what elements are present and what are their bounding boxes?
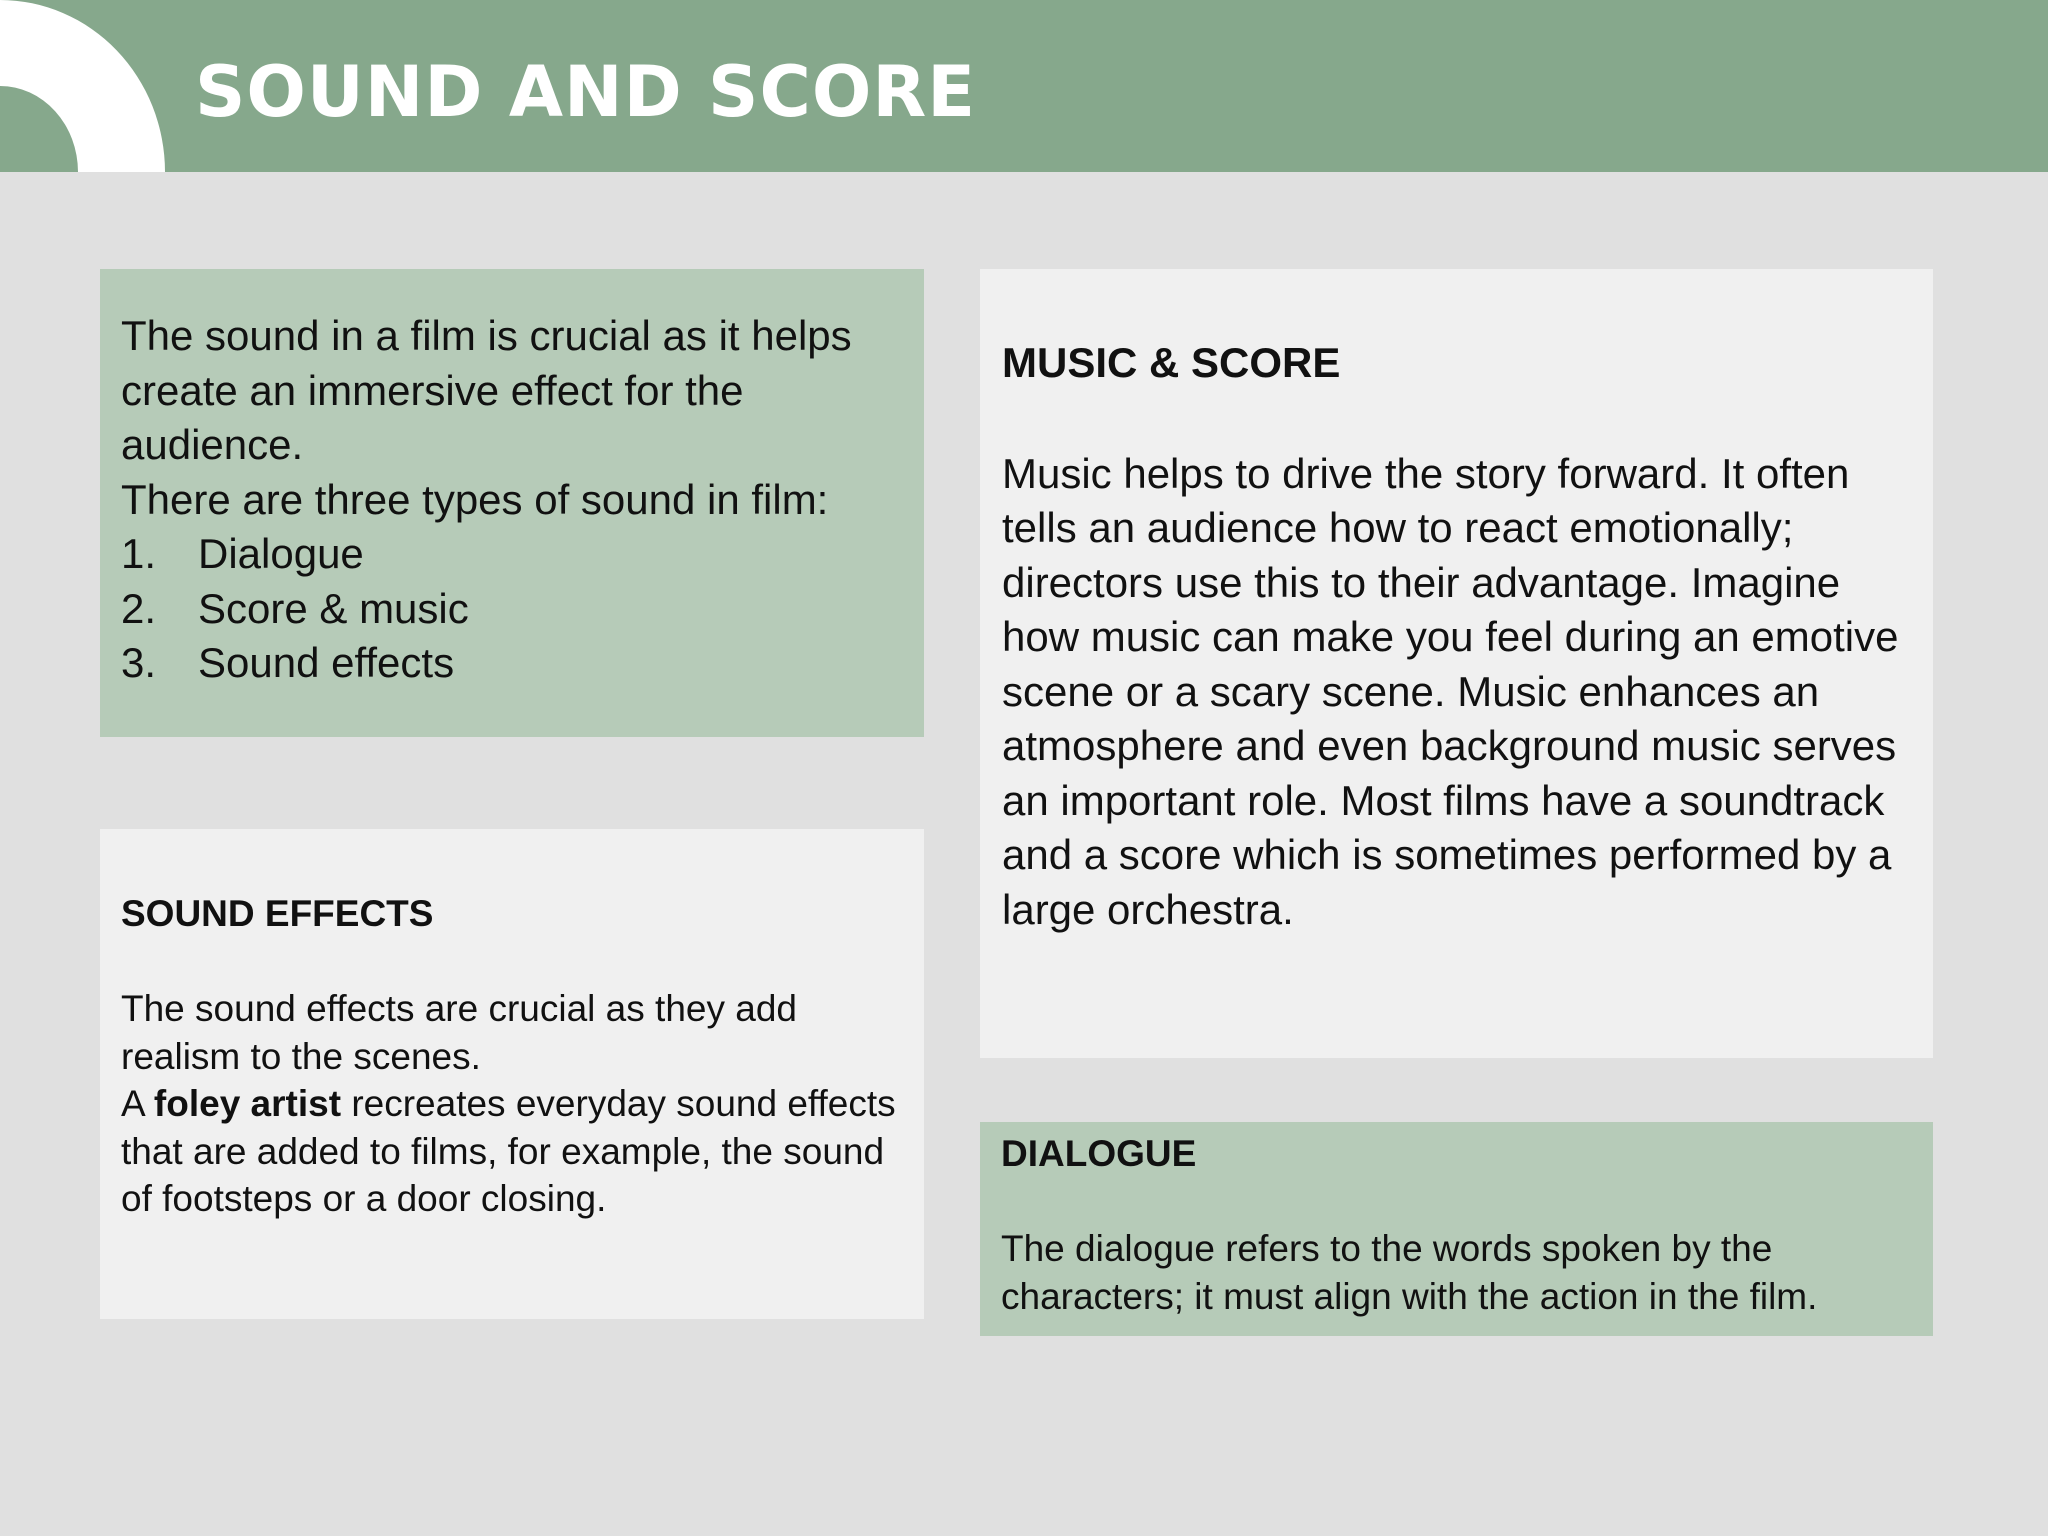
sound-effects-heading: SOUND EFFECTS bbox=[121, 893, 434, 934]
list-item-number: 2. bbox=[121, 584, 157, 632]
foley-artist-text bbox=[121, 1080, 904, 1223]
spacer bbox=[1001, 1178, 1913, 1226]
list-item bbox=[121, 582, 904, 637]
dialogue-text: The dialogue refers to the words spoken by the characters; it must align with the action in the film. bbox=[1001, 1228, 1818, 1317]
list-item bbox=[121, 636, 904, 691]
sound-types-list bbox=[121, 527, 904, 691]
foley-artist-term: foley artist bbox=[153, 1083, 342, 1124]
intro-list-lead: There are three types of sound in film: bbox=[121, 475, 829, 523]
list-item-label: Score & music bbox=[198, 584, 469, 632]
foley-suffix: recreates everyday sound effects that are added to films, for example, the sound of footsteps or a door closing. bbox=[121, 1083, 896, 1219]
sound-effects-panel bbox=[100, 829, 924, 1319]
list-item-number: 1. bbox=[121, 530, 157, 577]
list-item bbox=[121, 527, 904, 582]
list-item-number: 3. bbox=[121, 639, 157, 686]
list-item-label: Sound effects bbox=[198, 639, 455, 686]
header-bar bbox=[0, 0, 2048, 172]
arc-decoration-icon bbox=[0, 0, 165, 172]
page-title: SOUND AND SCORE bbox=[195, 51, 977, 133]
spacer bbox=[121, 938, 904, 986]
list-item-label: Dialogue bbox=[198, 530, 364, 577]
music-score-panel bbox=[980, 269, 1933, 1058]
intro-paragraph: The sound in a film is crucial as it helps create an immersive effect for the audience. bbox=[121, 312, 852, 468]
dialogue-heading: DIALOGUE bbox=[1001, 1133, 1197, 1174]
music-score-text: Music helps to drive the story forward. It often tells an audience how to react emotionally; directors use this to their advantage. Imagine how music can make you feel during an emotive scene or a scary scene. Music enhances an atmosphere and even background music serves an important role. Most films have a soundtrack and a score which is sometimes performed by a large orchestra. bbox=[1002, 449, 1899, 933]
intro-panel bbox=[100, 269, 924, 737]
sound-effects-text: The sound effects are crucial as they add realism to the scenes. bbox=[121, 988, 797, 1077]
foley-prefix: A bbox=[121, 1083, 154, 1124]
spacer bbox=[1002, 391, 1913, 447]
dialogue-panel bbox=[980, 1122, 1933, 1336]
music-score-heading: MUSIC & SCORE bbox=[1002, 339, 1341, 386]
